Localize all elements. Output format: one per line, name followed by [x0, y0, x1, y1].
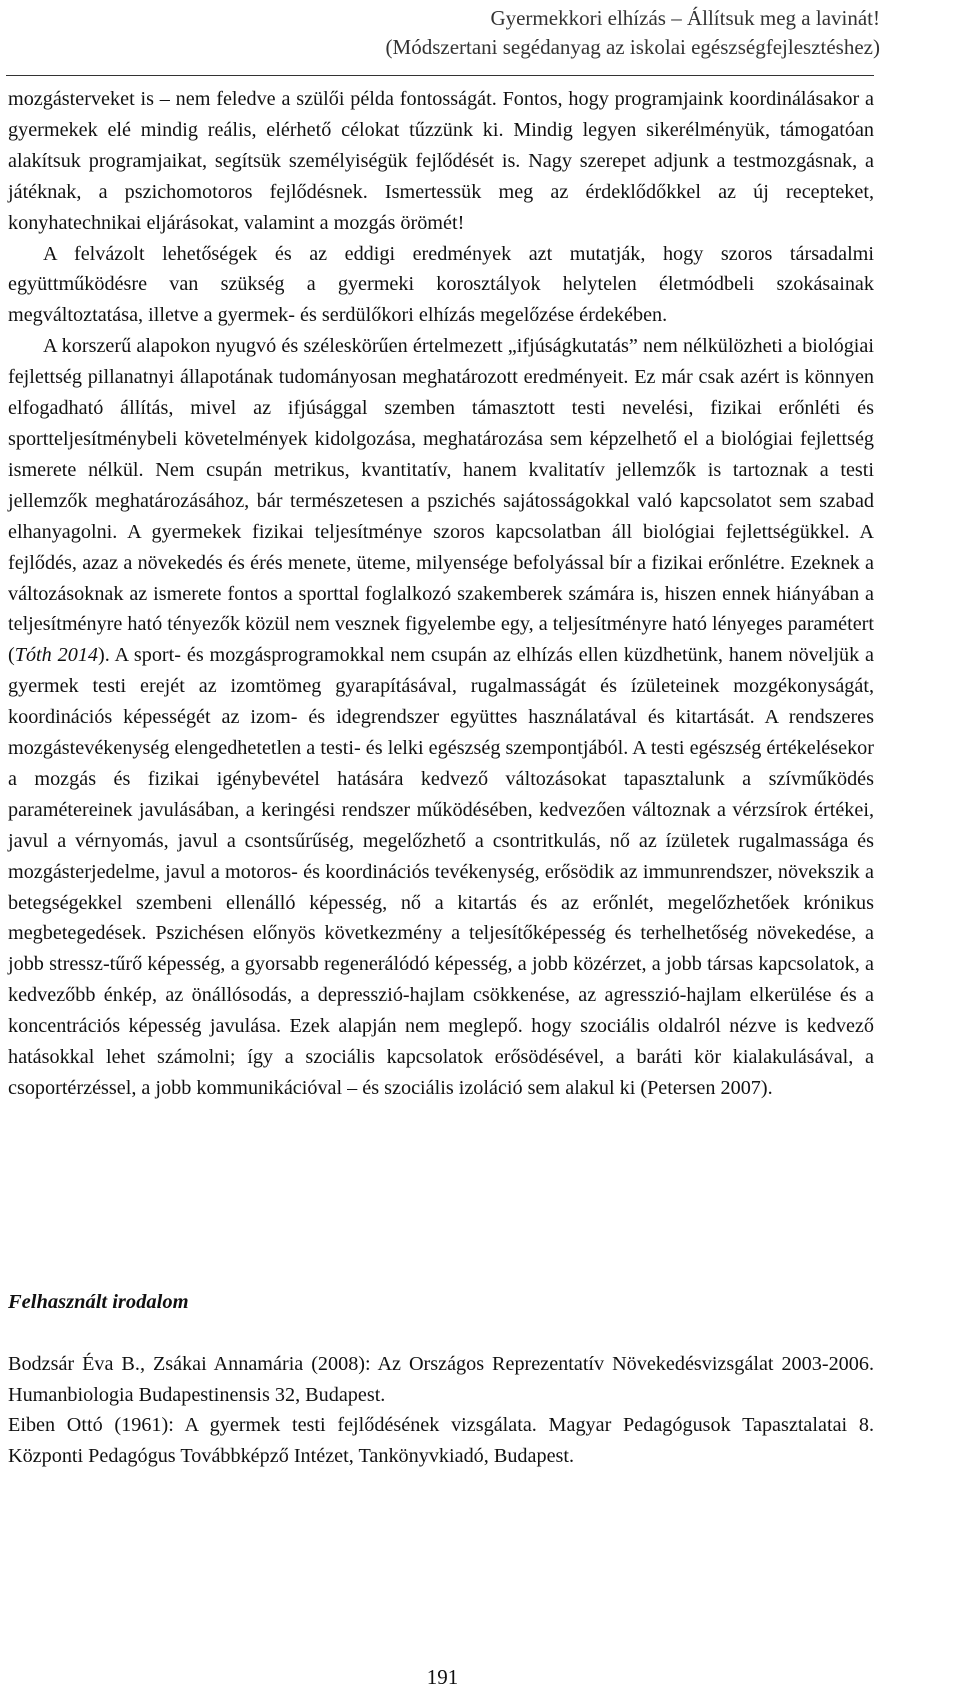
citation: Tóth 2014 — [14, 644, 99, 667]
header-divider — [6, 75, 874, 76]
paragraph-3 — [8, 331, 874, 1104]
header-subtitle: (Módszertani segédanyag az iskolai egészségfejlesztéshez) — [385, 35, 880, 59]
header-title: Gyermekkori elhízás – Állítsuk meg a lavinát! — [490, 6, 880, 30]
reference-item: Bodzsár Éva B., Zsákai Annamária (2008): Az Országos Reprezentatív Növekedésvizsgálat 2003-2006. Humanbiologia Budapestinensis 32, Budapest. — [8, 1353, 874, 1406]
reference-list — [8, 1349, 874, 1471]
references-heading: Felhasznált irodalom — [8, 1291, 189, 1313]
body-text — [8, 84, 874, 1104]
paragraph-2: A felvázolt lehetőségek és az eddigi eredmények azt mutatják, hogy szoros társadalmi együttműködésre van szükség a gyermeki korosztályok helytelen életmódbeli szokásainak megváltoztatása, illetve a gyermek- és serdülőkori elhízás megelőzése érdekében. — [8, 242, 874, 327]
page-number: 191 — [426, 1665, 459, 1689]
running-header — [180, 4, 880, 62]
paragraph-1: mozgásterveket is – nem feledve a szülői példa fontosságát. Fontos, hogy programjaink koordinálásakor a gyermekek elé mindig reális, elérhető célokat tűzzünk ki. Mindig legyen sikerélményük, támogatóan alakítsuk programjaikat, segítsük személyiségük fejlődését is. Nagy szerepet adjunk a testmozgásnak, a játéknak, a pszichomotoros fejlődésnek. Ismertessük meg az érdeklődőkkel az új recepteket, konyhatechnikai eljárásokat, valamint a mozgás örömét! — [8, 88, 874, 234]
paragraph-3-text: A korszerű alapokon nyugvó és széleskörűen értelmezett „ifjúságkutatás” nem nélkülözheti a biológiai fejlettség pillanatnyi állapotának tudományosan meghatározott eredményeit. Ez már csak azért is könnyen elfogadható állítás, mivel az ifjúsággal szemben támasztott testi nevelési, fizikai erőnléti és sportteljesítménybeli követelmények kidolgozása, meghatározása sem képzelhető el a biológiai fejlettség ismerete nélkül. Nem csupán metrikus, kvantitatív, hanem kvalitatív jellemzők is tartoznak a testi jellemzők meghatározásához, bár természetesen a pszichés sajátosságokkal való kapcsolatot sem szabad elhanyagolni. A gyermekek fizikai teljesítménye szoros kapcsolatban áll biológiai fejlettségükkel. A fejlődés, azaz a növekedés és érés menete, üteme, milyensége befolyással bír a fizikai erőnlétre. Ezeknek a változásoknak az ismerete fontos a sporttal foglalkozó szakemberek számára is, hiszen ennek hiányában a teljesítményre ható tényezők közül nem vesznek figyelembe egy, a teljesítményre ható lényeges paramétert ( — [8, 335, 874, 667]
paragraph-3-text-continued: ). A sport- és mozgásprogramokkal nem csupán az elhízás ellen küzdhetünk, hanem növeljük a gyermek testi erejét az izomtömeg gyarapításával, rugalmasságát és ízületeinek mozgékonyságát, koordinációs képességét az izom- és idegrendszer együttes használatával és kitartását. A rendszeres mozgástevékenység elengedhetetlen a testi- és lelki egészség szempontjából. A testi egészség értékelésekor a mozgás és fizikai igénybevétel hatására kedvező változásokat tapasztalunk a szívműködés paramétereinek javulásában, a keringési rendszer működésében, kedvezően változnak a vérzsírok értékei, javul a vérnyomás, javul a csontsűrűség, megelőzhető a csontritkulás, nő az ízületek rugalmassága és mozgásterjedelme, javul a motoros- és koordinációs tevékenység, erősödik az immunrendszer, növekszik a betegségekkel szembeni ellenálló képesség, nő a kitartás és az erőnlét, megelőzhetőek krónikus megbetegedések. Pszichésen előnyös következmény a teljesítőképesség és terhelhetőség növekedése, a jobb stressz-tűrő képesség, a gyorsabb regenerálódó képesség, a jobb közérzet, a jobb társas kapcsolatok, a kedvezőbb énkép, az önállósodás, a depresszió-hajlam csökkenése, az agresszió-hajlam elkerülése és a koncentrációs képesség javulása. Ezek alapján nem meglepő. hogy szociális oldalról nézve is kedvező hatásokkal lehet számolni; így a szociális kapcsolatok erősödésével, a baráti kör kialakulásával, a csoportérzéssel, a jobb kommunikációval – és szociális izoláció sem alakul ki (Petersen 2007). — [8, 644, 874, 1099]
reference-item: Eiben Ottó (1961): A gyermek testi fejlődésének vizsgálata. Magyar Pedagógusok Tapasztalatai 8. Központi Pedagógus Továbbképző Intézet, Tankönyvkiadó, Budapest. — [8, 1414, 874, 1467]
